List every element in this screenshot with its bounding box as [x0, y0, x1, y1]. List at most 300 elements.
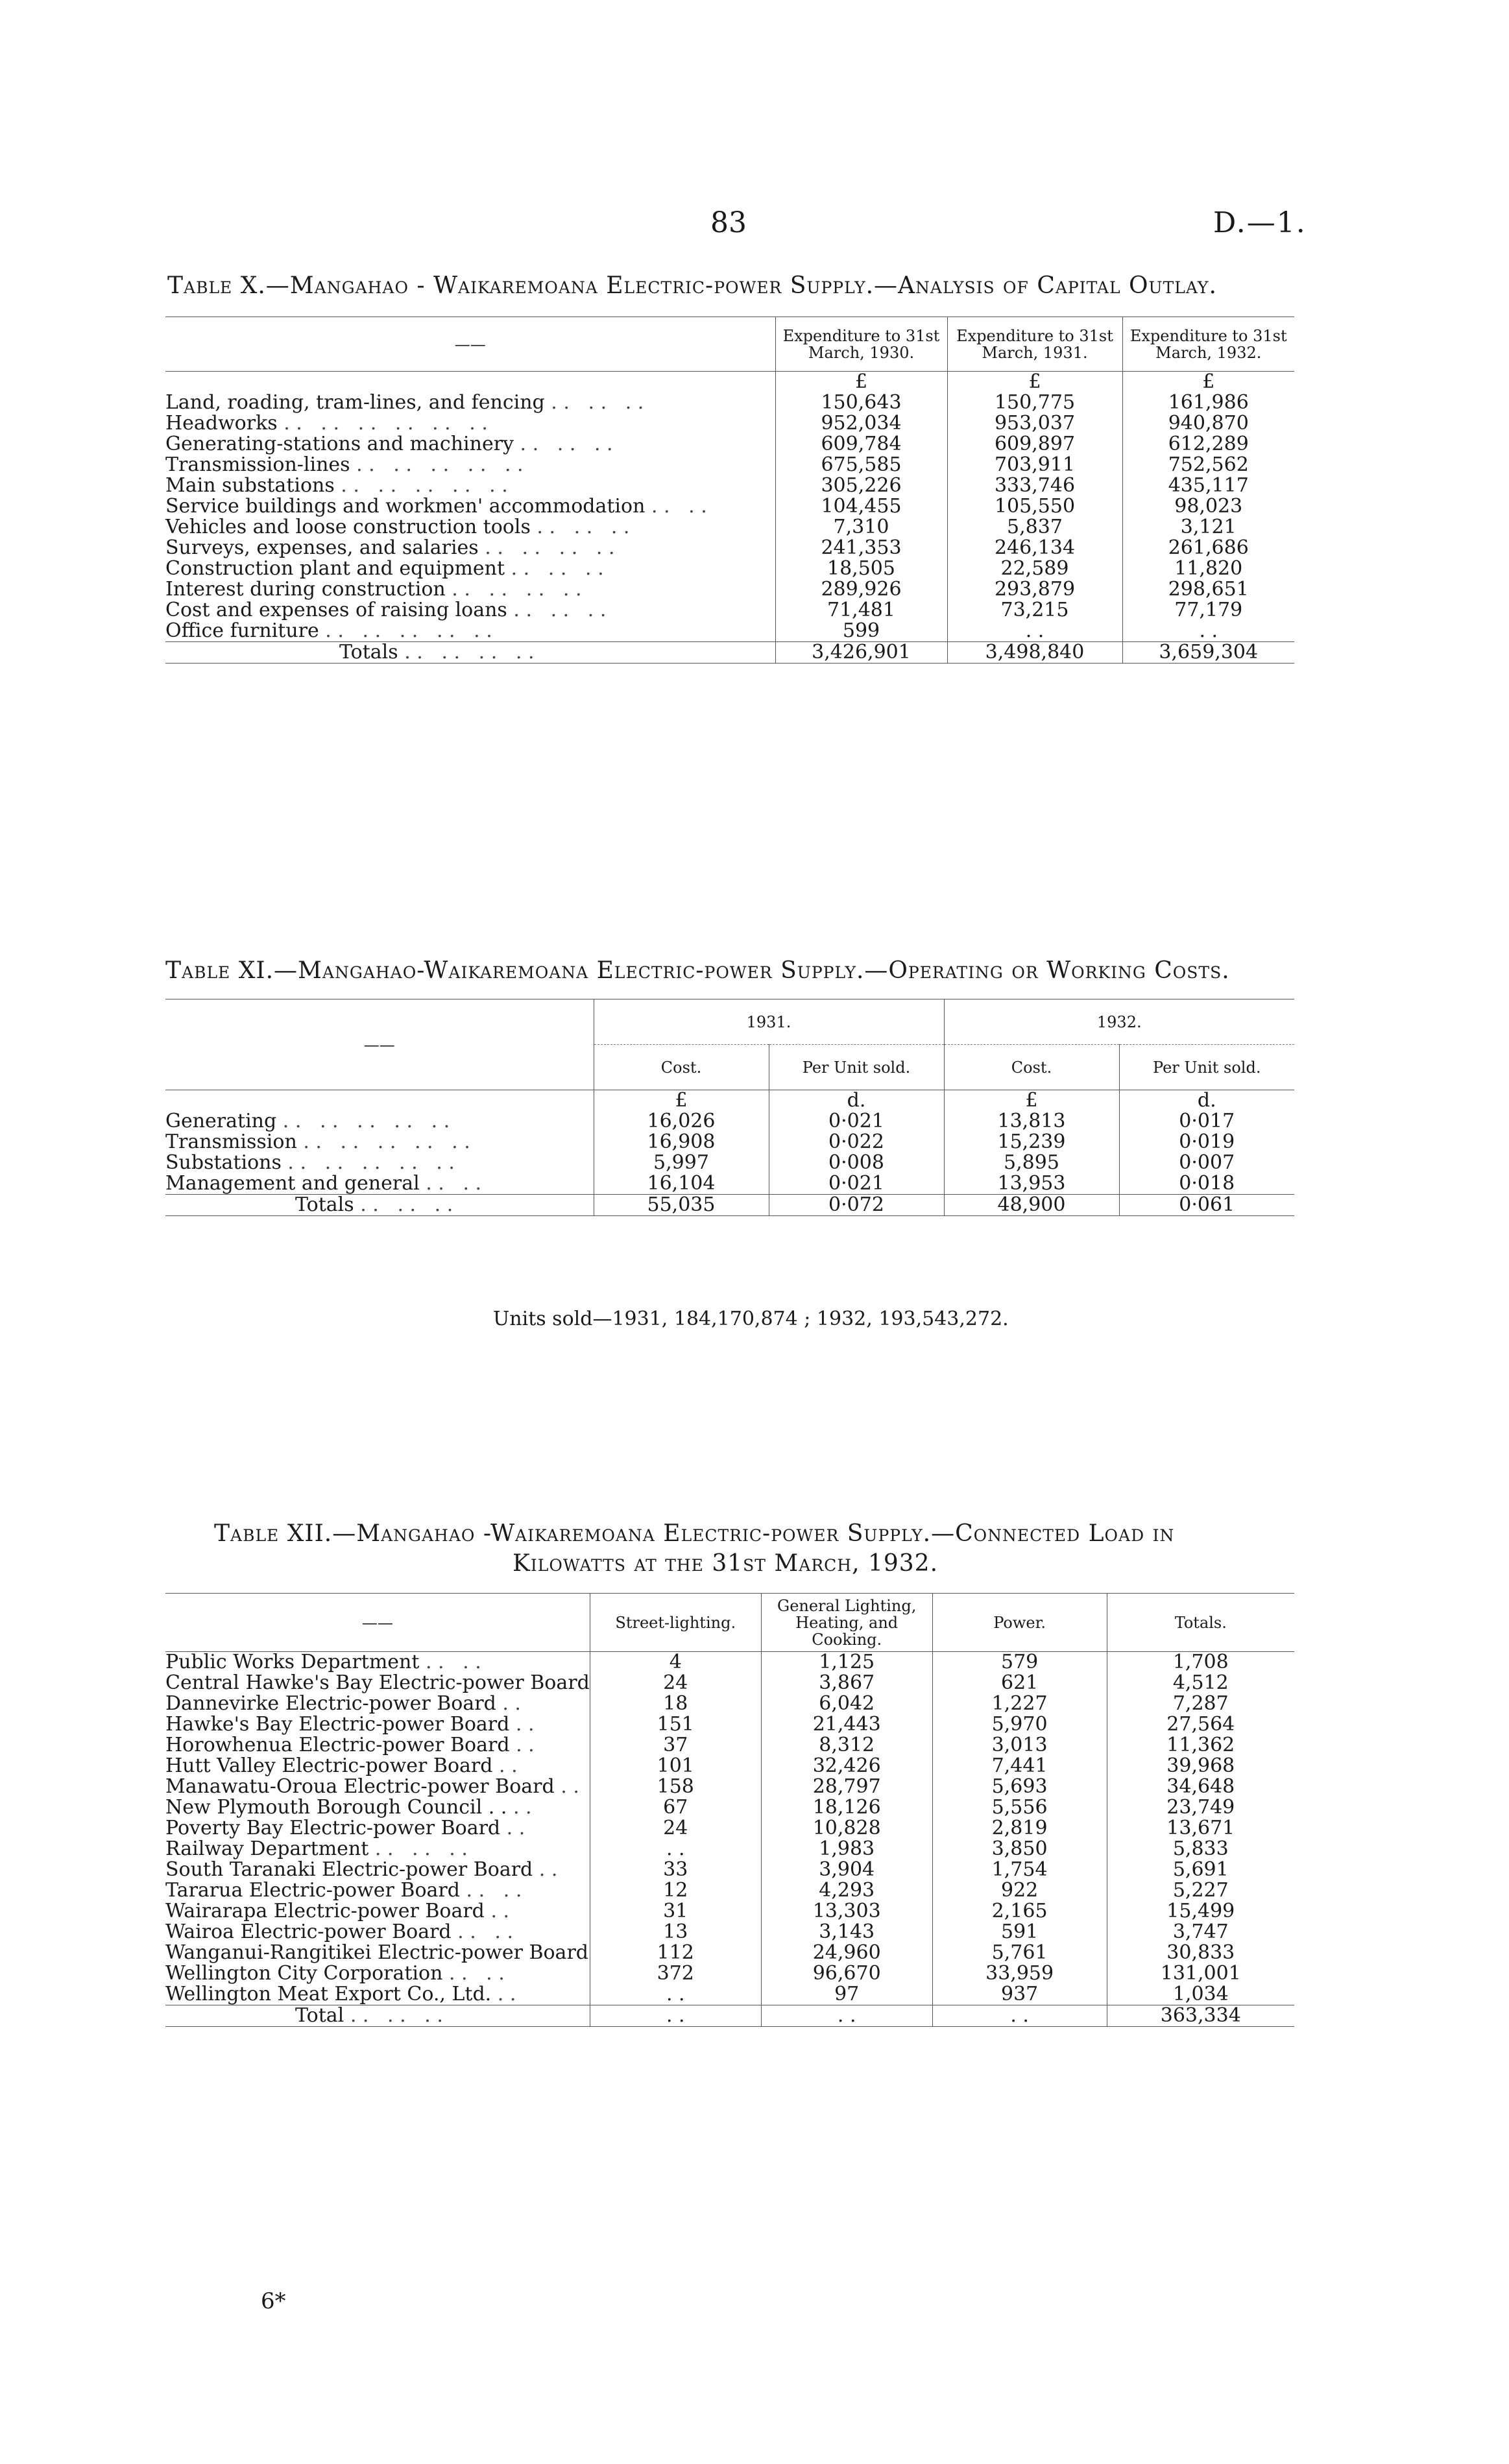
row-label: [165, 1880, 590, 1901]
table-row: [165, 538, 1294, 558]
value-cell: 3,013: [932, 1735, 1107, 1756]
row-label: [165, 392, 775, 413]
value-cell: 71,481: [775, 600, 947, 621]
value-cell: 150,643: [775, 392, 947, 413]
leader-dots: . .: [506, 1817, 525, 1839]
row-label-text: Surveys, expenses, and salaries: [165, 536, 479, 559]
subcolumn-header: Cost.: [594, 1045, 769, 1090]
table12-title-line1: Table XII.—Mangahao -Waikaremoana Electric-power Supply.—Connected Load in: [214, 1520, 1175, 1547]
column-header: Power.: [932, 1594, 1107, 1652]
value-cell: 16,104: [594, 1173, 769, 1195]
row-label: [165, 1153, 594, 1173]
leader-dots: . . . . . . . . . .: [303, 1130, 470, 1153]
value-cell: 1,034: [1107, 1984, 1294, 2005]
leader-dots: . . . . . . . .: [404, 641, 535, 664]
table12-title-line2: Kilowatts at the 31st March, 1932.: [513, 1550, 939, 1577]
row-label: [165, 1901, 590, 1922]
row-label: [165, 517, 775, 538]
value-cell: 609,784: [775, 434, 947, 455]
value-cell: 131,001: [1107, 1963, 1294, 1984]
value-cell: . .: [947, 621, 1122, 642]
value-cell: 5,837: [947, 517, 1122, 538]
table-row: [165, 1984, 1294, 2005]
table-row: [165, 1901, 1294, 1922]
currency-symbol: £: [594, 1090, 769, 1112]
column-header: Expenditure to 31st March, 1932.: [1122, 317, 1294, 372]
value-cell: 13: [590, 1922, 761, 1943]
table-row: [165, 1922, 1294, 1943]
value-cell: 101: [590, 1756, 761, 1776]
row-label: [165, 1776, 590, 1797]
value-cell: 96,670: [761, 1963, 932, 1984]
subcolumn-header: Cost.: [944, 1045, 1119, 1090]
value-cell: 18,505: [775, 558, 947, 579]
row-label: [165, 1963, 590, 1984]
year-header: 1931.: [594, 999, 944, 1045]
value-cell: 1,754: [932, 1860, 1107, 1880]
table-row: [165, 1756, 1294, 1776]
value-cell: 5,556: [932, 1797, 1107, 1818]
row-label-text: Construction plant and equipment: [165, 557, 505, 580]
capital-outlay-table: [165, 317, 1294, 664]
value-cell: . .: [590, 1984, 761, 2005]
row-label: [165, 558, 775, 579]
value-cell: 3,867: [761, 1673, 932, 1693]
spacer-cell: [165, 372, 775, 393]
leader-dots: . . . .: [426, 1172, 482, 1195]
row-label: [165, 1860, 590, 1880]
table-row: [165, 517, 1294, 538]
leader-dots: . .: [490, 1900, 510, 1922]
value-cell: 37: [590, 1735, 761, 1756]
row-label-text: Wellington City Corporation: [165, 1962, 443, 1985]
currency-symbol: d.: [1119, 1090, 1294, 1112]
value-cell: 5,761: [932, 1943, 1107, 1963]
value-cell: . .: [1122, 621, 1294, 642]
value-cell: 11,362: [1107, 1735, 1294, 1756]
leader-dots: . . . . . .: [551, 391, 644, 414]
row-label-text: Railway Department: [165, 1837, 369, 1860]
row-label-text: Dannevirke Electric-power Board: [165, 1692, 496, 1715]
spacer-cell: [165, 1090, 594, 1112]
leader-dots: . . . .: [466, 1879, 522, 1902]
row-label: [165, 455, 775, 475]
value-cell: 922: [932, 1880, 1107, 1901]
row-label-text: Cost and expenses of raising loans: [165, 599, 507, 621]
table-row: [165, 621, 1294, 642]
value-cell: 11,820: [1122, 558, 1294, 579]
totals-row: [165, 2005, 1294, 2027]
leader-dots: . .: [538, 1858, 558, 1881]
value-cell: 3,747: [1107, 1922, 1294, 1943]
value-cell: 112: [590, 1943, 761, 1963]
row-label-text: Headworks: [165, 412, 278, 435]
table-row: [165, 1797, 1294, 1818]
leader-dots: . .: [502, 1692, 521, 1715]
row-label-text: Tararua Electric-power Board: [165, 1879, 460, 1902]
row-label-text: Service buildings and workmen' accommodation: [165, 495, 646, 518]
value-cell: 621: [932, 1673, 1107, 1693]
value-cell: 18,126: [761, 1797, 932, 1818]
value-cell: 289,926: [775, 579, 947, 600]
operating-costs-table: [165, 999, 1294, 1216]
value-cell: 5,693: [932, 1776, 1107, 1797]
row-label-text: Wairoa Electric-power Board: [165, 1920, 452, 1943]
value-cell: 246,134: [947, 538, 1122, 558]
column-header: General Lighting, Heating, and Cooking.: [761, 1594, 932, 1652]
totals-label: [165, 642, 775, 664]
value-cell: 21,443: [761, 1714, 932, 1735]
row-label-text: Totals: [339, 641, 398, 664]
leader-dots: . . . . . . . . . .: [282, 1110, 450, 1132]
leader-dots: . . . . . . . . . .: [325, 619, 492, 642]
row-label-text: Main substations: [165, 474, 335, 497]
table-row: [165, 1132, 1294, 1153]
value-cell: 1,708: [1107, 1652, 1294, 1673]
leader-dots: . . . .: [651, 495, 707, 518]
row-label-text: New Plymouth Borough Council . .: [165, 1796, 507, 1819]
leader-dots: . . . . . .: [513, 599, 607, 621]
row-label-text: Office furniture: [165, 619, 319, 642]
value-cell: 703,911: [947, 455, 1122, 475]
value-cell: 0·018: [1119, 1173, 1294, 1195]
value-cell: 305,226: [775, 475, 947, 496]
leader-dots: . .: [516, 1734, 535, 1756]
table10-dash: ——: [165, 317, 775, 372]
total-value-cell: 0·061: [1119, 1195, 1294, 1216]
total-value-cell: 3,498,840: [947, 642, 1122, 664]
table-row: [165, 413, 1294, 434]
table-row: [165, 1880, 1294, 1901]
leader-dots: . . . . . .: [537, 516, 630, 538]
table11-title: Table XI.—Mangahao-Waikaremoana Electric-power Supply.—Operating or Working Costs.: [165, 957, 1230, 984]
table-row: [165, 1714, 1294, 1735]
column-header: Street-lighting.: [590, 1594, 761, 1652]
table-row: [165, 475, 1294, 496]
row-label-text: Interest during construction: [165, 578, 446, 601]
table-row: [165, 392, 1294, 413]
leader-dots: . .: [515, 1713, 535, 1736]
value-cell: 752,562: [1122, 455, 1294, 475]
row-label: [165, 1652, 590, 1673]
value-cell: 1,227: [932, 1693, 1107, 1714]
total-value-cell: 363,334: [1107, 2005, 1294, 2027]
value-cell: 3,850: [932, 1839, 1107, 1860]
table-row: [165, 1652, 1294, 1673]
value-cell: 333,746: [947, 475, 1122, 496]
value-cell: 4: [590, 1652, 761, 1673]
row-label: [165, 413, 775, 434]
value-cell: 293,879: [947, 579, 1122, 600]
totals-row: [165, 1195, 1294, 1216]
row-label-text: South Taranaki Electric-power Board: [165, 1858, 533, 1881]
row-label: [165, 621, 775, 642]
value-cell: 7,287: [1107, 1693, 1294, 1714]
leader-dots: . . . .: [425, 1651, 481, 1673]
row-label: [165, 579, 775, 600]
value-cell: 158: [590, 1776, 761, 1797]
value-cell: 30,833: [1107, 1943, 1294, 1963]
row-label: [165, 1818, 590, 1839]
value-cell: 151: [590, 1714, 761, 1735]
row-label-text: Land, roading, tram-lines, and fencing: [165, 391, 545, 414]
table-row: [165, 1860, 1294, 1880]
value-cell: 67: [590, 1797, 761, 1818]
year-header: 1932.: [944, 999, 1294, 1045]
leader-dots: . . . . . .: [360, 1193, 453, 1216]
row-label-text: Total: [295, 2004, 344, 2027]
value-cell: . .: [590, 1839, 761, 1860]
value-cell: 105,550: [947, 496, 1122, 517]
value-cell: 73,215: [947, 600, 1122, 621]
value-cell: 5,895: [944, 1153, 1119, 1173]
row-label-text: Hawke's Bay Electric-power Board: [165, 1713, 510, 1736]
leader-dots: . . . . . .: [350, 2004, 443, 2027]
row-label: [165, 1173, 594, 1195]
value-cell: 1,983: [761, 1839, 932, 1860]
value-cell: 261,686: [1122, 538, 1294, 558]
row-label: [165, 1132, 594, 1153]
value-cell: 5,833: [1107, 1839, 1294, 1860]
value-cell: 31: [590, 1901, 761, 1922]
table-row: [165, 1943, 1294, 1963]
value-cell: 937: [932, 1984, 1107, 2005]
value-cell: 18: [590, 1693, 761, 1714]
footer-signature-mark: 6*: [261, 2288, 286, 2314]
table-row: [165, 1693, 1294, 1714]
currency-symbol: d.: [769, 1090, 944, 1112]
total-value-cell: 55,035: [594, 1195, 769, 1216]
table-row: [165, 600, 1294, 621]
row-label: [165, 1922, 590, 1943]
value-cell: 13,303: [761, 1901, 932, 1922]
row-label-text: Generating-stations and machinery: [165, 433, 514, 455]
table-row: [165, 1776, 1294, 1797]
table-row: [165, 434, 1294, 455]
value-cell: 16,026: [594, 1111, 769, 1132]
value-cell: 161,986: [1122, 392, 1294, 413]
row-label-text: Central Hawke's Bay Electric-power Board: [165, 1671, 590, 1694]
value-cell: 298,651: [1122, 579, 1294, 600]
leader-dots: . . . . . . . . . .: [356, 453, 524, 476]
value-cell: 33,959: [932, 1963, 1107, 1984]
value-cell: 23,749: [1107, 1797, 1294, 1818]
row-label-text: Horowhenua Electric-power Board: [165, 1734, 510, 1756]
value-cell: 372: [590, 1963, 761, 1984]
value-cell: 13,813: [944, 1111, 1119, 1132]
value-cell: 0·007: [1119, 1153, 1294, 1173]
table-row: [165, 1173, 1294, 1195]
totals-label: [165, 2005, 590, 2027]
value-cell: 13,953: [944, 1173, 1119, 1195]
value-cell: 6,042: [761, 1693, 932, 1714]
leader-dots: . . . . . .: [520, 433, 613, 455]
value-cell: 953,037: [947, 413, 1122, 434]
table-row: [165, 579, 1294, 600]
leader-dots: . .: [513, 1796, 532, 1819]
table-row: [165, 455, 1294, 475]
value-cell: 0·019: [1119, 1132, 1294, 1153]
value-cell: 4,512: [1107, 1673, 1294, 1693]
totals-row: [165, 642, 1294, 664]
value-cell: 98,023: [1122, 496, 1294, 517]
column-header: Expenditure to 31st March, 1930.: [775, 317, 947, 372]
row-label-text: Generating: [165, 1110, 277, 1132]
value-cell: 675,585: [775, 455, 947, 475]
leader-dots: . . . . . . . . . . . .: [284, 412, 488, 435]
value-cell: 77,179: [1122, 600, 1294, 621]
page-number: 83: [710, 206, 747, 239]
leader-dots: . . . . . .: [374, 1837, 468, 1860]
value-cell: 579: [932, 1652, 1107, 1673]
value-cell: 15,239: [944, 1132, 1119, 1153]
value-cell: 0·021: [769, 1111, 944, 1132]
value-cell: 609,897: [947, 434, 1122, 455]
value-cell: 599: [775, 621, 947, 642]
row-label: [165, 538, 775, 558]
currency-row: [165, 1090, 1294, 1112]
leader-dots: . . . . . . . . . .: [341, 474, 508, 497]
row-label-text: Vehicles and loose construction tools: [165, 516, 531, 538]
value-cell: 7,441: [932, 1756, 1107, 1776]
leader-dots: . . . . . .: [511, 557, 604, 580]
value-cell: 97: [761, 1984, 932, 2005]
table-row: [165, 1735, 1294, 1756]
totals-label: [165, 1195, 594, 1216]
row-label: [165, 1943, 590, 1963]
value-cell: 24: [590, 1673, 761, 1693]
value-cell: 28,797: [761, 1776, 932, 1797]
value-cell: 24: [590, 1818, 761, 1839]
leader-dots: . .: [497, 1983, 516, 2005]
row-label-text: Transmission: [165, 1130, 297, 1153]
row-label-text: Wanganui-Rangitikei Electric-power Board: [165, 1941, 588, 1964]
value-cell: 3,904: [761, 1860, 932, 1880]
value-cell: 0·008: [769, 1153, 944, 1173]
value-cell: 2,165: [932, 1901, 1107, 1922]
row-label-text: Substations: [165, 1151, 282, 1174]
value-cell: 7,310: [775, 517, 947, 538]
table-row: [165, 1673, 1294, 1693]
total-value-cell: . .: [590, 2005, 761, 2027]
value-cell: 13,671: [1107, 1818, 1294, 1839]
table-row: [165, 1839, 1294, 1860]
currency-symbol: £: [775, 372, 947, 393]
value-cell: 4,293: [761, 1880, 932, 1901]
value-cell: 8,312: [761, 1735, 932, 1756]
row-label-text: Totals: [295, 1193, 354, 1216]
total-value-cell: 48,900: [944, 1195, 1119, 1216]
value-cell: 10,828: [761, 1818, 932, 1839]
value-cell: 0·017: [1119, 1111, 1294, 1132]
row-label: [165, 1714, 590, 1735]
total-value-cell: 3,659,304: [1122, 642, 1294, 664]
value-cell: 5,227: [1107, 1880, 1294, 1901]
value-cell: 16,908: [594, 1132, 769, 1153]
value-cell: 3,121: [1122, 517, 1294, 538]
value-cell: 5,970: [932, 1714, 1107, 1735]
value-cell: 12: [590, 1880, 761, 1901]
document-code: D.—1.: [1213, 206, 1307, 239]
total-value-cell: . .: [932, 2005, 1107, 2027]
value-cell: 612,289: [1122, 434, 1294, 455]
units-sold-note: Units sold—1931, 184,170,874 ; 1932, 193,543,272.: [493, 1308, 1009, 1330]
row-label: [165, 1693, 590, 1714]
value-cell: 104,455: [775, 496, 947, 517]
currency-symbol: £: [944, 1090, 1119, 1112]
table10-title: Table X.—Mangahao - Waikaremoana Electric-power Supply.—Analysis of Capital Outlay.: [167, 272, 1217, 299]
leader-dots: . . . .: [448, 1962, 505, 1985]
row-label: [165, 1984, 590, 2005]
value-cell: 27,564: [1107, 1714, 1294, 1735]
row-label-text: Manawatu-Oroua Electric-power Board: [165, 1775, 555, 1798]
row-label-text: Hutt Valley Electric-power Board: [165, 1754, 493, 1777]
value-cell: 32,426: [761, 1756, 932, 1776]
value-cell: 952,034: [775, 413, 947, 434]
leader-dots: . .: [561, 1775, 579, 1798]
value-cell: 241,353: [775, 538, 947, 558]
value-cell: 39,968: [1107, 1756, 1294, 1776]
value-cell: 5,997: [594, 1153, 769, 1173]
leader-dots: . . . . . . . .: [452, 578, 582, 601]
row-label-text: Wellington Meat Export Co., Ltd.: [165, 1983, 492, 2005]
total-value-cell: 3,426,901: [775, 642, 947, 664]
row-label-text: Wairarapa Electric-power Board: [165, 1900, 485, 1922]
row-label-text: Management and general: [165, 1172, 420, 1195]
row-label-text: Poverty Bay Electric-power Board: [165, 1817, 501, 1839]
subcolumn-header: Per Unit sold.: [769, 1045, 944, 1090]
value-cell: 3,143: [761, 1922, 932, 1943]
subcolumn-header: Per Unit sold.: [1119, 1045, 1294, 1090]
table12-dash: ——: [165, 1594, 590, 1652]
row-label: [165, 475, 775, 496]
table-row: [165, 558, 1294, 579]
value-cell: 0·021: [769, 1173, 944, 1195]
table-row: [165, 1111, 1294, 1132]
value-cell: 22,589: [947, 558, 1122, 579]
row-label-text: Transmission-lines: [165, 453, 350, 476]
table-row: [165, 1963, 1294, 1984]
total-value-cell: . .: [761, 2005, 932, 2027]
leader-dots: . . . .: [457, 1920, 513, 1943]
value-cell: 15,499: [1107, 1901, 1294, 1922]
currency-row: [165, 372, 1294, 393]
row-label: [165, 434, 775, 455]
table11-dash: ——: [165, 999, 594, 1090]
value-cell: 2,819: [932, 1818, 1107, 1839]
value-cell: 5,691: [1107, 1860, 1294, 1880]
row-label: [165, 600, 775, 621]
leader-dots: . . . . . . . .: [485, 536, 615, 559]
value-cell: 33: [590, 1860, 761, 1880]
value-cell: 591: [932, 1922, 1107, 1943]
total-value-cell: 0·072: [769, 1195, 944, 1216]
table-row: [165, 496, 1294, 517]
leader-dots: . .: [499, 1754, 518, 1777]
currency-symbol: £: [1122, 372, 1294, 393]
value-cell: 1,125: [761, 1652, 932, 1673]
row-label: [165, 1735, 590, 1756]
row-label: [165, 1797, 590, 1818]
value-cell: 150,775: [947, 392, 1122, 413]
value-cell: 940,870: [1122, 413, 1294, 434]
row-label: [165, 1111, 594, 1132]
value-cell: 34,648: [1107, 1776, 1294, 1797]
row-label: [165, 1839, 590, 1860]
row-label: [165, 1673, 590, 1693]
table-row: [165, 1153, 1294, 1173]
value-cell: 24,960: [761, 1943, 932, 1963]
